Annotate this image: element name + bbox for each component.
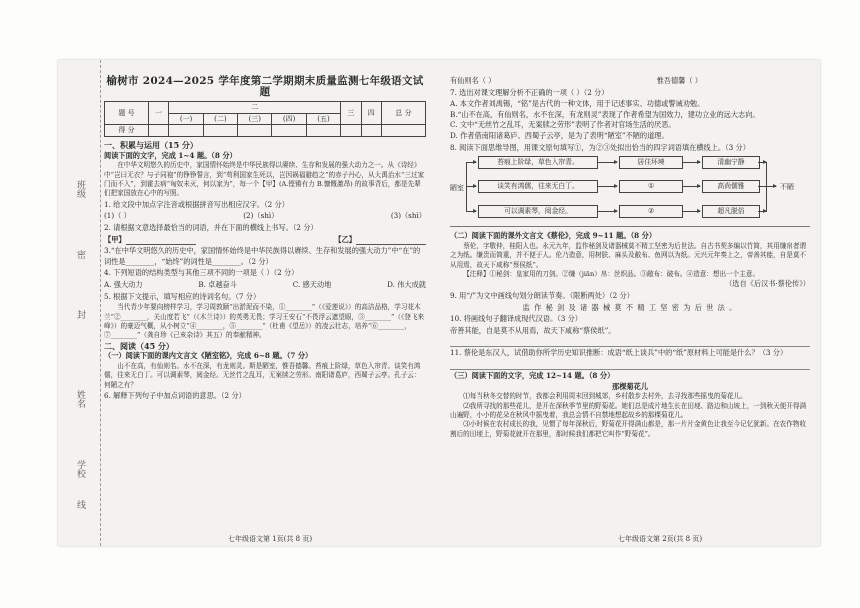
binding-label-line-2: 封: [75, 310, 85, 319]
passage-3-source: （选自《后汉书·蔡伦传》）: [725, 279, 810, 289]
mind-map: [450, 156, 810, 222]
q2-blank-jia[interactable]: [126, 237, 196, 245]
arrow: [758, 186, 776, 187]
reading-4-instruction: （三）阅读下面的文字，完成 12~14 题。（8 分）: [450, 370, 615, 380]
score-sub-5: (五): [306, 113, 340, 125]
q2-label-jia: 【甲】: [104, 234, 126, 244]
mind-map-text-1: 苔痕上阶绿，草色入帘青。: [478, 156, 598, 169]
score-cell[interactable]: [203, 125, 237, 137]
q2-label-yi: 【乙】: [334, 234, 356, 244]
passage-4-title: 那棵菊花儿: [612, 381, 648, 391]
score-cell[interactable]: [169, 125, 203, 137]
question-10-text: 帝善其能，自是莫不从用焉，故天下咸称“蔡侯纸”。: [450, 325, 616, 335]
score-row-label: 得 分: [105, 125, 149, 137]
score-col-total: 总 分: [381, 102, 425, 125]
score-cell[interactable]: [361, 125, 381, 137]
arrow: [758, 211, 766, 212]
question-9: 9. 用“/”为文中画线句划分朗读节奏。（限断两处）（2 分）: [450, 290, 634, 300]
page-right: [450, 76, 810, 439]
mind-map-blank-1[interactable]: ①: [619, 180, 683, 193]
footer-page-1: 七年级语文第 1页(共 8 页): [228, 535, 313, 543]
mind-map-end-1: 清幽宁静: [702, 156, 760, 169]
mind-map-text-2: 谈笑有鸿儒，往来无白丁。: [478, 180, 598, 193]
score-col-1: 一: [148, 102, 168, 125]
exam-title: 榆树市 2024—2025 学年度第二学期期末质量监测七年级语文试题: [106, 75, 424, 98]
q4-option-b[interactable]: B. 卓越奋斗: [198, 279, 237, 289]
score-cell[interactable]: [381, 125, 425, 137]
arrow: [758, 162, 766, 163]
question-11: 11. 蔡伦是东汉人，试借助你所学历史知识推断：成语“纸上谈兵”中的“纸”原材料上可能是什么？（3 分）: [450, 348, 788, 358]
arrow: [466, 186, 476, 187]
question-10: 10. 将画线句子翻译成现代汉语。（3 分）: [450, 314, 582, 324]
q1-item-2[interactable]: (2)（shì）: [243, 211, 279, 221]
arrow: [597, 211, 617, 212]
score-sub-3: (三): [238, 113, 272, 125]
arrow: [682, 186, 700, 187]
question-3: 3.“在中华文明悠久的历史中，家国情怀始终是中华民族得以赓续、生存和发展的强大动力”中“在”的词性是________，“始终”的词性是________。（2 分）: [104, 246, 421, 266]
mind-map-root: 陋室: [450, 184, 464, 193]
q7-option-a[interactable]: A. 本文作者刘禹锡，“铭”是古代的一种文体，用于记述事实、功德或警诫劝勉。: [450, 99, 705, 109]
q7-option-c[interactable]: C. 文中“无丝竹之乱耳，无案牍之劳形”表明了作者对官场生活的厌恶。: [450, 120, 676, 130]
question-1-items: [104, 211, 426, 222]
score-sub-1: (一): [169, 113, 203, 125]
question-6: 6. 解释下列句子中加点词语的意思。（2 分）: [104, 391, 246, 401]
binding-margin: [58, 60, 101, 546]
passage-4-para-1: ⑴每当秋冬交替的时节，我都会利用周末回到城郊，乡村散步去村外，去寻找那些摇曳的菊花儿。: [463, 392, 747, 401]
mind-map-text-3: 可以调素琴，阅金经。: [478, 205, 598, 218]
q4-option-a[interactable]: A. 强大动力: [104, 279, 143, 289]
section-2-heading: 二、阅读（45 分）: [104, 340, 174, 351]
divider: [450, 226, 810, 227]
question-5: 5. 根据下文提示，填写相应的诗词名句。（7 分）: [104, 291, 261, 301]
q4-option-d[interactable]: D. 伟大成就: [387, 279, 426, 289]
arrow: [466, 162, 476, 163]
binding-label-class: 班级: [75, 180, 85, 198]
question-6-items: [450, 76, 702, 87]
score-col-4: 四: [361, 102, 381, 125]
mind-map-mid-1: 居住环境: [619, 156, 683, 169]
answer-line[interactable]: [450, 337, 810, 347]
mind-map-end-3: 超凡脱俗: [702, 205, 760, 218]
mind-map-bracket: [466, 162, 467, 212]
question-9-text: 监 作 秘 剑 及 诸 器 械 莫 不 精 工 坚 密 为 后 世 法 。: [522, 302, 738, 312]
mind-map-blank-2[interactable]: ②: [619, 205, 683, 218]
q6-item-2[interactable]: 惟吾德馨（ ）: [656, 76, 702, 85]
score-sub-2: (二): [203, 113, 237, 125]
passage-4-para-2: ⑵我所寻找的那些花儿，是开在深秋季节里的野菊花。她们总是成片地生长在田埂、路边和山坡上，一到秋天便开得满山遍野，小小的花朵在秋风中摇曳着，我总会情不自禁地想起故乡的那棵菊花儿。: [450, 401, 807, 419]
arrow: [597, 162, 617, 163]
score-cell[interactable]: [272, 125, 306, 137]
passage-1: 在中华文明悠久的历史中，家国情怀始终是中华民族得以赓续、生存和发展的强大动力之一。从《诗经》中“岂曰无衣？与子同袍”的铮铮誓言，到“苟利国家生死以，岂因祸福避趋之”的赤子丹心，从大禹治水“三过家门而不入”，到霍去病“匈奴未灭，何以家为”，每一个【甲】(A.铿锵有力 B.慷慨激昂) 的故事背后，都是先辈们把家国放在心中的写照。: [104, 161, 425, 198]
q2-blank-yi[interactable]: [356, 237, 426, 245]
q7-option-b[interactable]: B.“山不在高，有仙则名，水不在深，有龙则灵”表现了作者希望为国效力，建功立业的远大志向。: [450, 109, 760, 119]
page-left: [104, 76, 426, 403]
answer-line[interactable]: [450, 360, 810, 370]
q1-item-3[interactable]: (3)（shì）: [390, 211, 426, 221]
q1-item-1[interactable]: (1)（ ）: [104, 211, 131, 221]
q6-item-1[interactable]: 有仙则名（ ）: [450, 76, 496, 85]
passage-2: 山不在高，有仙则名。水不在深，有龙则灵。斯是陋室，惟吾德馨。苔痕上阶绿，草色入帘青。谈笑有鸿儒，往来无白丁。可以调素琴，阅金经。无丝竹之乱耳，无案牍之劳形。南阳诸葛庐，西蜀子云亭。孔子云：何陋之有？: [104, 361, 421, 389]
reading-1-instruction: 阅读下面的文字，完成 1~4 题。（8 分）: [104, 150, 237, 160]
mind-map-bracket: [766, 162, 767, 212]
score-table: [104, 101, 426, 137]
binding-label-school: 学校: [75, 460, 85, 478]
question-5-text: 当代青少年要向榜样学习，学习周敦颐“出淤泥而不染，①________”（《爱莲说》）的高洁品格，学习花木兰“②________，关山度若飞”（《木兰诗》）的英勇无畏；学习王安石“不畏浮云遮望眼，③________”（《登飞来峰》）的豪迈气概，从小树立“④________，⑤________”（杜甫《望岳》）的凌云壮志，培养“⑥________，⑦________”（龚自珍《己亥杂诗》其五）的奉献精神。: [104, 303, 425, 340]
question-1: 1. 给文段中加点字注音或根据拼音写出相应汉字。（2 分）: [104, 199, 289, 209]
binding-label-name: 姓名: [75, 390, 85, 408]
arrow: [466, 211, 476, 212]
score-sub-4: (四): [272, 113, 306, 125]
passage-3-notes: 【注释】①秘剑：皇家用的刀剑。②缣（jiān）帛：丝织品。③敝布：破布。④造意：想出一个主意。: [463, 269, 760, 278]
score-col-3: 三: [341, 102, 361, 125]
q4-option-c[interactable]: C. 感天动地: [292, 279, 332, 289]
arrow: [682, 162, 700, 163]
score-cell[interactable]: [148, 125, 168, 137]
question-2: 2. 请根据文意选择最恰当的词语，并在下面的横线上书写。（2 分）: [104, 222, 318, 232]
footer-page-2: 七年级语文第 2页(共 8 页): [618, 535, 703, 543]
question-4-options: [104, 280, 426, 291]
score-cell[interactable]: [341, 125, 361, 137]
binding-label-line-1: 密: [75, 250, 85, 259]
reading-3-instruction: （二）阅读下面的课外文言文《蔡伦》，完成 9~11 题。（8 分）: [450, 231, 657, 241]
section-1-heading: 一、积累与运用（15 分）: [104, 139, 198, 150]
question-8: 8. 阅读下面思维导图，用课文原句填写①，为②③处拟出恰当的四字词语填在横线上。（3 分）: [450, 142, 750, 152]
exam-sheet: [58, 60, 820, 546]
q7-option-d[interactable]: D. 作者借南阳诸葛庐、西蜀子云亭，是为了表明“陋室”不陋的道理。: [450, 130, 669, 140]
score-header-label: 题 号: [105, 102, 149, 125]
reading-2-instruction: （一）阅读下面的课内文言文《陋室铭》，完成 6~8 题。（7 分）: [104, 351, 313, 361]
binding-label-line-3: 线: [75, 500, 85, 509]
passage-4-para-3: ⑶小时候在农村成长的我，见惯了每年深秋后，野菊花开得满山都是，那一片片金黄色让我至今记忆犹新。在农作物收割后的田埂上，野菊花就开在那里，那时候我们都把它叫作“野菊花”。: [450, 420, 807, 438]
score-col-2: 二: [169, 102, 341, 114]
question-7: 7. 选出对课文理解分析不正确的一项（ ）（2 分）: [450, 87, 609, 97]
arrow: [597, 186, 617, 187]
passage-3: 蔡伦，字敬仲，桂阳人也。永元九年，监作秘剑及诸器械莫不精工坚密为后世法。自古书契多编以竹简，其用缣帛者谓之为纸。缣贵而简重，并不便于人。伦乃造意，用树肤、麻头及敝布、鱼网以为纸。元兴元年奏上之，帝善其能，自是莫不从用焉，故天下咸称“蔡侯纸”。: [450, 241, 807, 269]
mind-map-end-2: 高尚儒雅: [702, 180, 760, 193]
question-4: 4. 下列短语的结构类型与其他三项不同的一项是（ ）（2 分）: [104, 268, 299, 278]
score-cell[interactable]: [306, 125, 340, 137]
mind-map-result: 不陋: [780, 183, 794, 192]
arrow: [682, 211, 700, 212]
question-2-answers: [104, 235, 426, 246]
score-cell[interactable]: [238, 125, 272, 137]
